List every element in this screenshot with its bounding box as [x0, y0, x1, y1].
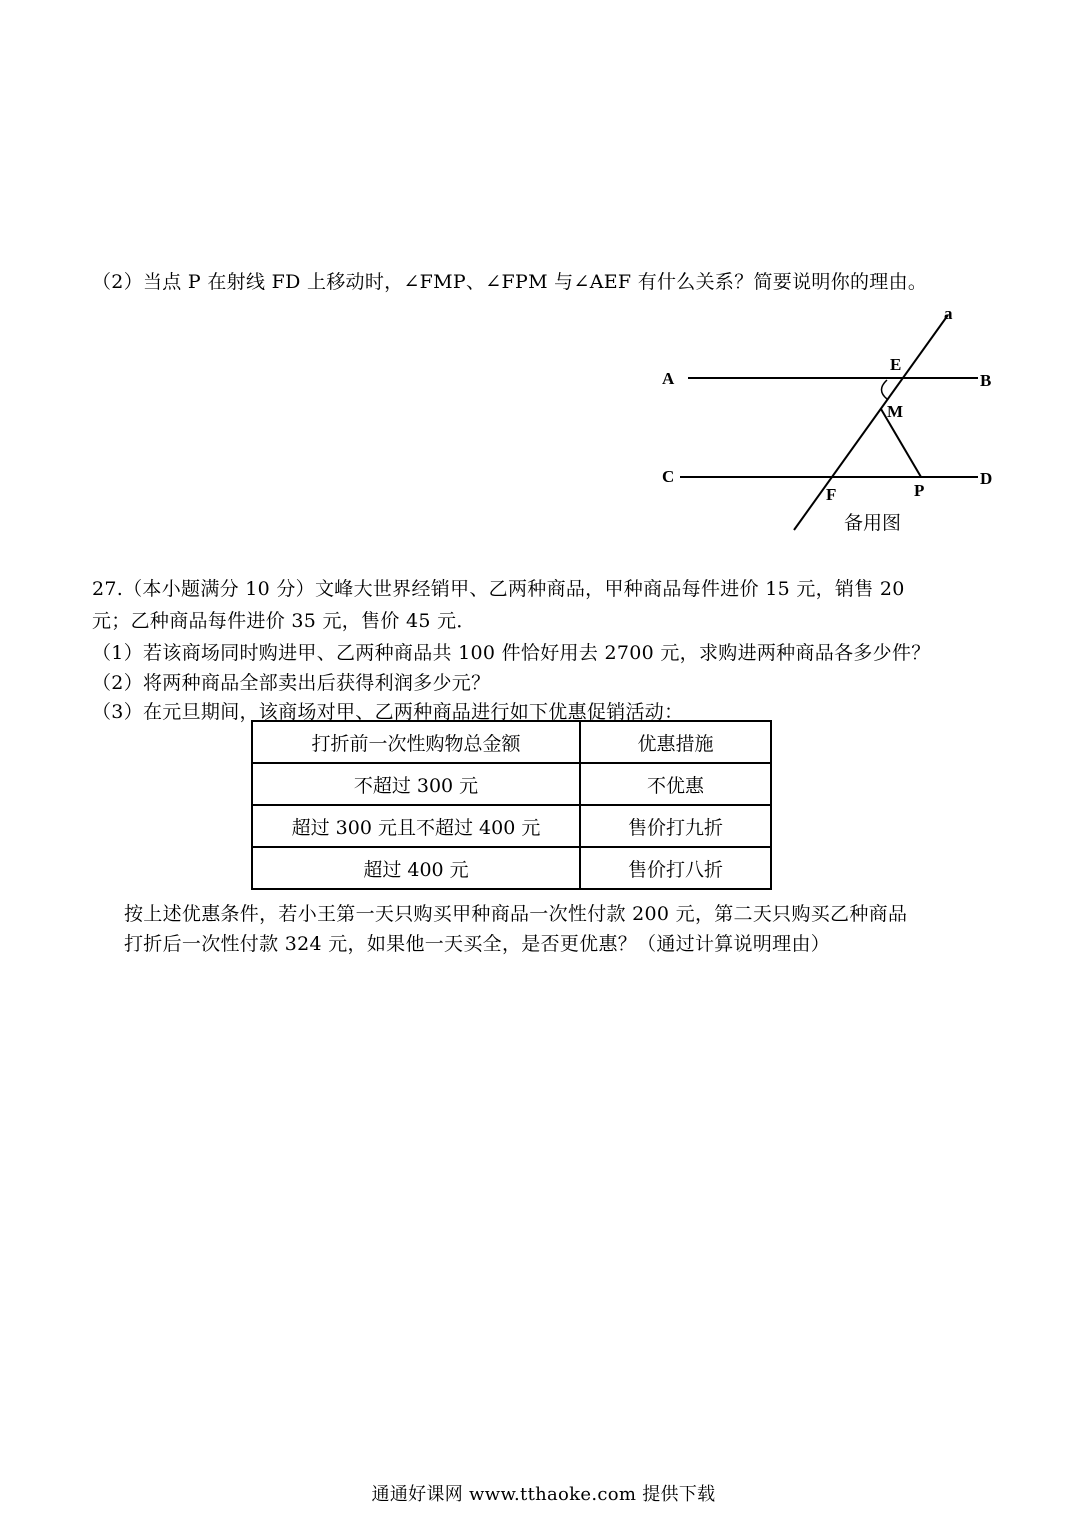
geometry-figure — [650, 300, 1010, 540]
table-cell: 超过 400 元 — [252, 847, 580, 889]
table-row — [252, 805, 771, 847]
label-p: P — [914, 481, 925, 500]
table-row — [252, 763, 771, 805]
question-27-line-2: 元；乙种商品每件进价 35 元，售价 45 元． — [92, 610, 476, 632]
table-cell: 超过 300 元且不超过 400 元 — [252, 805, 580, 847]
table-header-cell: 打折前一次性购物总金额 — [252, 721, 580, 763]
label-f: F — [826, 485, 837, 504]
table-cell: 不优惠 — [580, 763, 771, 805]
promotion-table — [251, 720, 772, 890]
label-m: M — [887, 402, 904, 421]
label-e: E — [890, 355, 902, 374]
label-d: D — [980, 469, 993, 488]
table-header-row — [252, 721, 771, 763]
label-c: C — [662, 467, 675, 486]
transversal-line-a — [794, 315, 948, 530]
label-a-lower: a — [944, 304, 953, 323]
figure-caption: 备用图 — [844, 513, 902, 534]
angle-arc-aef — [882, 380, 888, 399]
table-row — [252, 847, 771, 889]
question-27-line-1: 27.（本小题满分 10 分）文峰大世界经销甲、乙两种商品，甲种商品每件进价 15 元，销售 20 — [92, 578, 905, 600]
question-27-part-3-text-1: 按上述优惠条件，若小王第一天只购买甲种商品一次性付款 200 元，第二天只购买乙种商品 — [124, 903, 908, 925]
question-27-part-3-text-2: 打折后一次性付款 324 元，如果他一天买全，是否更优惠？（通过计算说明理由） — [124, 933, 831, 955]
table-cell: 不超过 300 元 — [252, 763, 580, 805]
label-a: A — [662, 369, 675, 388]
question-27-part-1: （1）若该商场同时购进甲、乙两种商品共 100 件恰好用去 2700 元，求购进两种商品各多少件？ — [92, 642, 931, 664]
question-27-part-2: （2）将两种商品全部卖出后获得利润多少元？ — [92, 672, 491, 694]
question-27-part-3: （3）在元旦期间，该商场对甲、乙两种商品进行如下优惠促销活动： — [92, 701, 684, 723]
question-26-part-2: （2）当点 P 在射线 FD 上移动时，∠FMP、∠FPM 与∠AEF 有什么关系？简要说明你的理由。 — [92, 271, 928, 293]
table-header-cell: 优惠措施 — [580, 721, 771, 763]
page-footer: 通通好课网 www.tthaoke.com 提供下载 — [371, 1484, 716, 1505]
table-cell: 售价打九折 — [580, 805, 771, 847]
label-b: B — [980, 371, 992, 390]
table-cell: 售价打八折 — [580, 847, 771, 889]
